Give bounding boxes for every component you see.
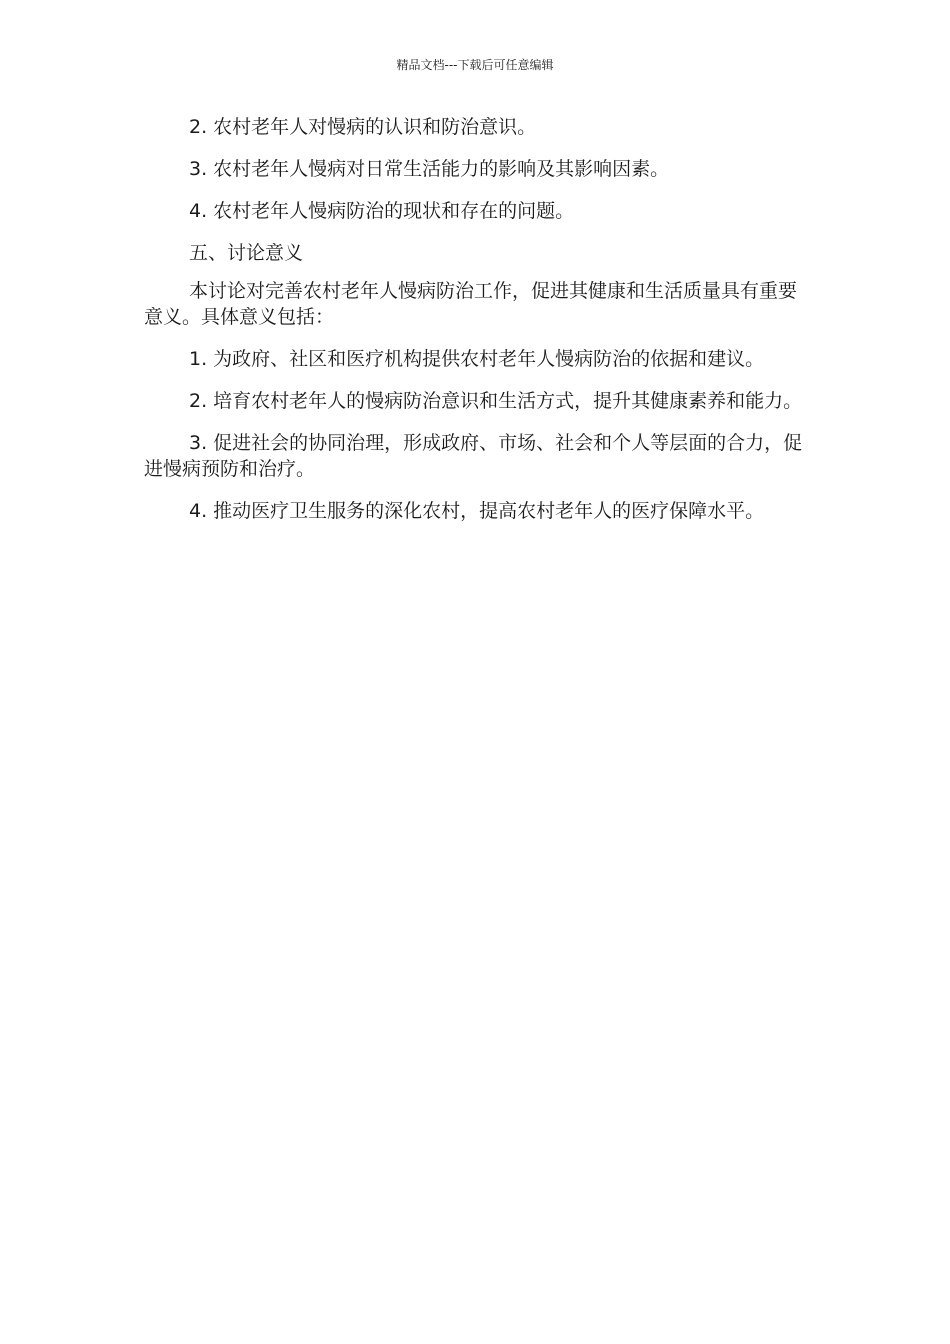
list-item-significance-2: 2. 培育农村老年人的慢病防治意识和生活方式，提升其健康素养和能力。	[189, 390, 803, 412]
list-item-significance-4: 4. 推动医疗卫生服务的深化农村，提高农村老年人的医疗保障水平。	[189, 500, 765, 522]
page-header: 精品文档---下载后可任意编辑	[396, 58, 554, 72]
list-item-research-4: 4. 农村老年人慢病防治的现状和存在的问题。	[189, 200, 575, 222]
section-heading: 五、讨论意义	[189, 242, 304, 264]
list-item-research-3: 3. 农村老年人慢病对日常生活能力的影响及其影响因素。	[189, 158, 670, 180]
list-item-significance-3: 3. 促进社会的协同治理，形成政府、市场、社会和个人等层面的合力，促进慢病预防和治疗。	[144, 432, 803, 480]
intro-paragraph: 本讨论对完善农村老年人慢病防治工作，促进其健康和生活质量具有重要意义。具体意义包括：	[144, 280, 798, 328]
document-body	[144, 114, 814, 540]
list-item-significance-1: 1. 为政府、社区和医疗机构提供农村老年人慢病防治的依据和建议。	[189, 348, 765, 370]
list-item-research-2: 2. 农村老年人对慢病的认识和防治意识。	[189, 116, 537, 138]
